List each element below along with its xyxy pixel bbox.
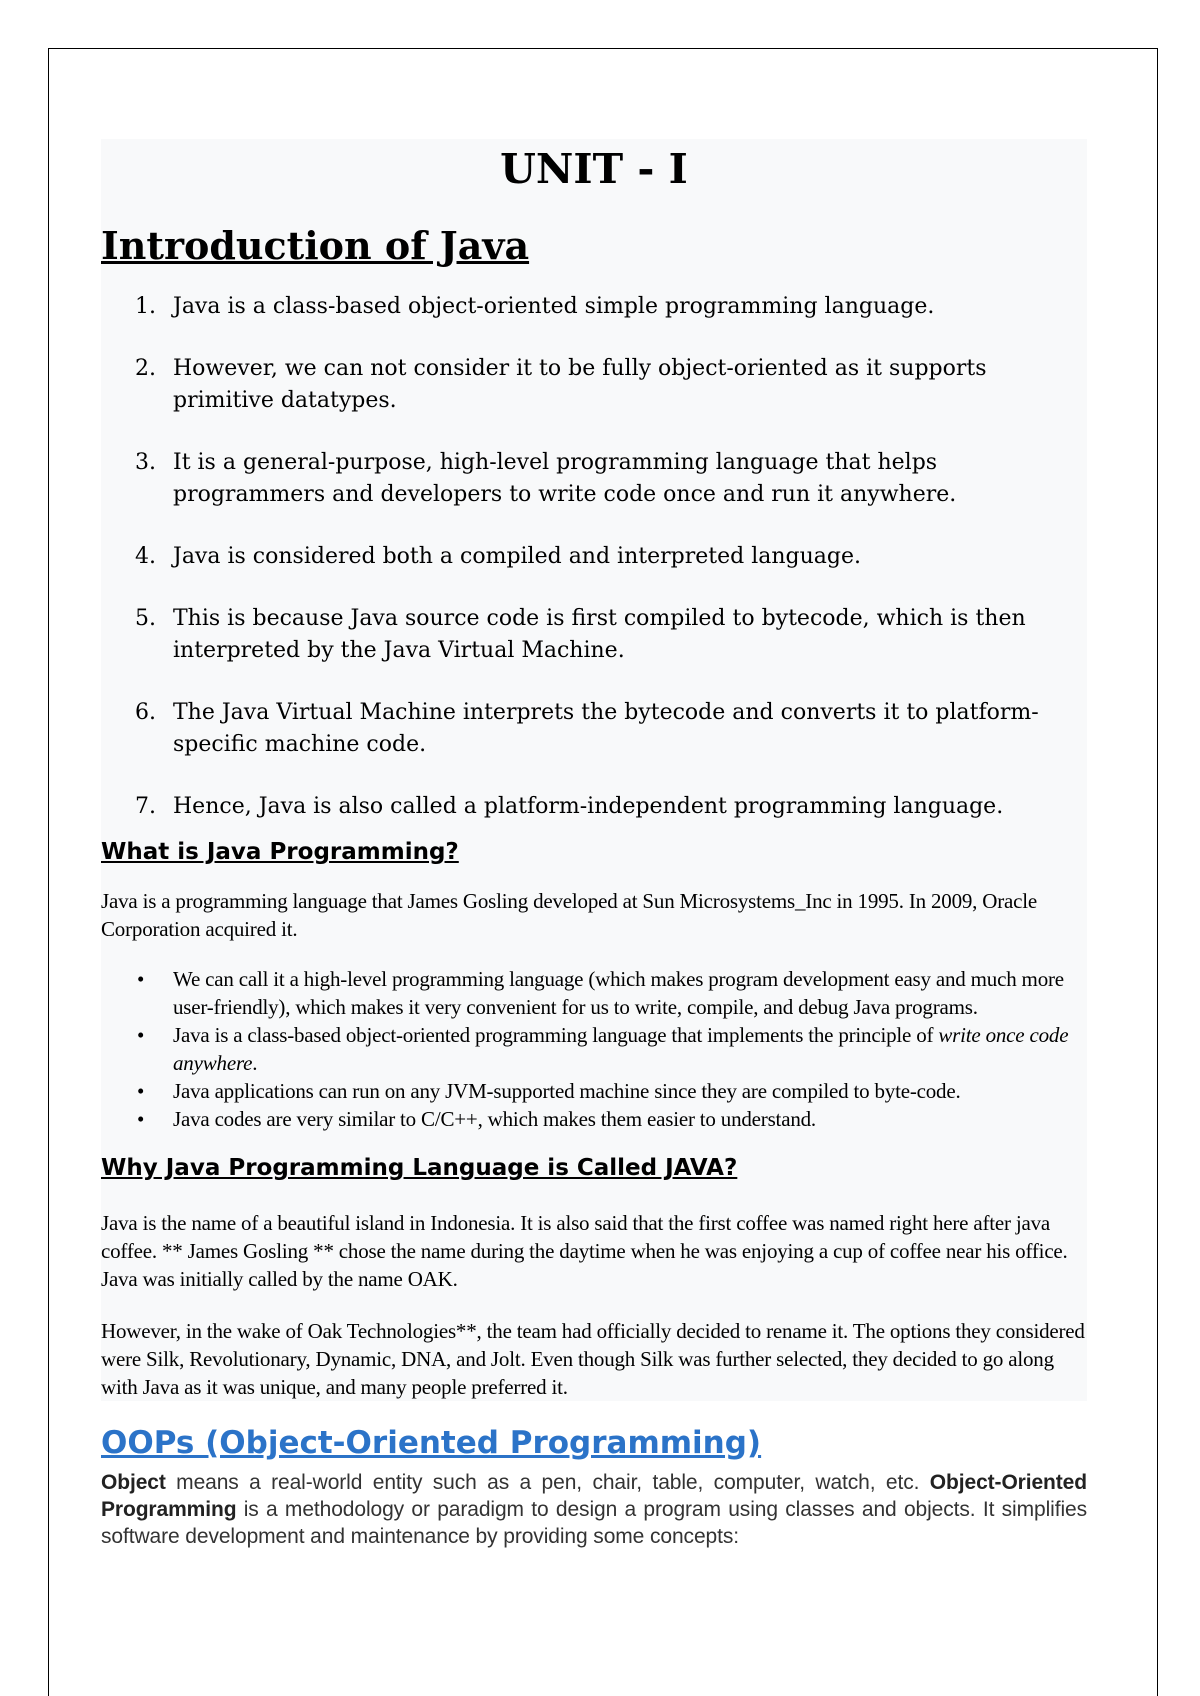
list-number: 1. (135, 294, 156, 319)
list-item-text: Hence, Java is also called a platform-independent programming language. (173, 794, 1004, 819)
intro-title: Introduction of Java (101, 223, 530, 268)
list-item (101, 603, 1087, 667)
bullet-icon: • (137, 1079, 145, 1103)
why-java-heading: Why Java Programming Language is Called JAVA? (101, 1155, 738, 1181)
list-item-text: It is a general-purpose, high-level programming language that helps programmers and developers to write code once and run it anywhere. (173, 450, 957, 507)
list-item (101, 1077, 1087, 1105)
bullet-italic-text: write once code anywhere (173, 1023, 1069, 1075)
oops-paragraph (101, 1469, 1087, 1550)
list-item-text: This is because Java source code is first compiled to bytecode, which is then interpreted by the Java Virtual Machine. (173, 606, 1026, 663)
what-is-heading: What is Java Programming? (101, 839, 459, 865)
bullet-icon: • (137, 1107, 145, 1131)
bullet-text: Java is a class-based object-oriented programming language that implements the principle of (173, 1023, 939, 1047)
list-number: 2. (135, 356, 156, 381)
list-number: 5. (135, 606, 156, 631)
intro-section (101, 139, 1087, 823)
why-java-paragraph-2: However, in the wake of Oak Technologies**, the team had officially decided to rename it. The options they considered were Silk, Revolutionary, Dynamic, DNA, and Jolt. Even though Silk was further selected, they decided to go along with Java as it was unique, and many people preferred it. (101, 1319, 1085, 1399)
list-number: 3. (135, 450, 156, 475)
oops-text-1: means a real-world entity such as a pen, chair, table, computer, watch, etc. (165, 1471, 930, 1494)
what-is-paragraph: Java is a programming language that James Gosling developed at Sun Microsystems_Inc in 1995. In 2009, Oracle Corporation acquired it. (101, 889, 1038, 941)
bullet-text: Java applications can run on any JVM-supported machine since they are compiled to byte-code. (173, 1079, 961, 1103)
document-page (48, 48, 1158, 1696)
list-item-text: However, we can not consider it to be fully object-oriented as it supports primitive datatypes. (173, 356, 987, 413)
bullet-icon: • (137, 967, 145, 991)
bullet-icon: • (137, 1023, 145, 1047)
bullet-text: We can call it a high-level programming language (which makes program development easy and much more user-friendly), which makes it very convenient for us to write, compile, and debug Java programs. (173, 967, 1064, 1019)
why-java-section (101, 1133, 1087, 1401)
bullet-text-end: . (252, 1051, 258, 1075)
what-is-section (101, 823, 1087, 1133)
oops-heading: OOPs (Object-Oriented Programming) (101, 1425, 762, 1461)
intro-list (101, 285, 1087, 823)
list-item-text: Java is considered both a compiled and interpreted language. (173, 544, 861, 569)
list-item-text: Java is a class-based object-oriented simple programming language. (173, 294, 935, 319)
list-item (101, 965, 1087, 1021)
list-item (101, 1021, 1087, 1077)
list-item (101, 353, 1087, 417)
oops-text-2: is a methodology or paradigm to design a program using classes and objects. It simplifies software development and maintenance by providing some concepts: (101, 1498, 1087, 1548)
list-item (101, 447, 1087, 511)
list-item (101, 541, 1087, 573)
bullet-text: Java codes are very similar to C/C++, which makes them easier to understand. (173, 1107, 816, 1131)
list-item (101, 291, 1087, 323)
oops-bold-oop: Object-Oriented Programming (101, 1471, 1087, 1521)
list-item-text: The Java Virtual Machine interprets the bytecode and converts it to platform-specific machine code. (173, 700, 1039, 757)
list-item (101, 697, 1087, 761)
what-is-bullets (101, 943, 1087, 1133)
unit-title: UNIT - I (500, 145, 688, 193)
list-item (101, 791, 1087, 823)
list-item (101, 1105, 1087, 1133)
page-content (101, 139, 1087, 1550)
list-number: 7. (135, 794, 156, 819)
list-number: 4. (135, 544, 156, 569)
oops-bold-object: Object (101, 1471, 166, 1494)
why-java-paragraph-1: Java is the name of a beautiful island in Indonesia. It is also said that the first coffee was named right here after java coffee. ** James Gosling ** chose the name during the daytime when he was enjoying a cup of coffee near his office. Java was initially called by the name OAK. (101, 1211, 1068, 1291)
list-number: 6. (135, 700, 156, 725)
